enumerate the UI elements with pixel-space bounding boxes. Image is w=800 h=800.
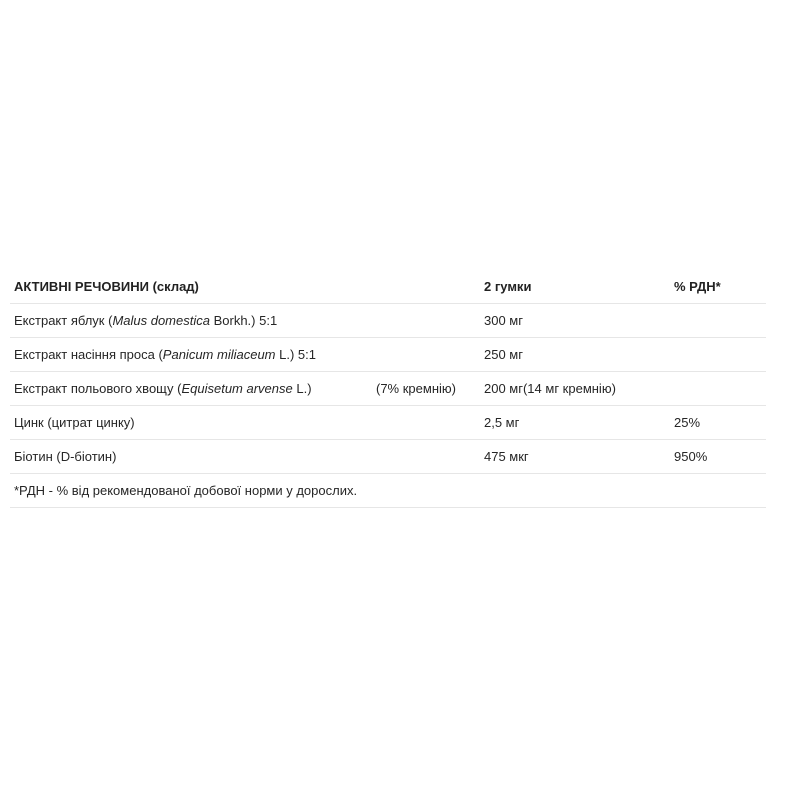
ingredient-dose: 250 мг	[484, 347, 523, 362]
header-substance: АКТИВНІ РЕЧОВИНИ (склад)	[14, 279, 199, 294]
ingredient-rdn: 25%	[674, 415, 701, 430]
table-row	[10, 406, 766, 440]
ingredient-name-text: Екстракт яблук (	[14, 313, 113, 328]
ingredient-extra: (7% кремнію)	[376, 381, 456, 396]
ingredient-name	[14, 372, 312, 405]
table-row	[10, 304, 766, 338]
table-header-row	[10, 270, 766, 304]
ingredient-name	[14, 338, 316, 371]
ingredients-table	[10, 270, 766, 508]
ingredient-name-suffix: Borkh.) 5:1	[209, 313, 278, 328]
ingredient-name-text: Екстракт насіння проса (	[14, 347, 163, 362]
ingredient-name-suffix: L.)	[292, 381, 312, 396]
header-dose: 2 гумки	[484, 279, 532, 294]
ingredient-dose: 475 мкг	[484, 449, 529, 464]
footnote-row	[10, 474, 766, 508]
ingredient-name: Біотин (D-біотин)	[14, 449, 117, 464]
ingredient-dose: 300 мг	[484, 313, 523, 328]
ingredient-latin-name: Malus domestica	[112, 313, 210, 328]
ingredient-name	[14, 304, 277, 337]
ingredient-dose: 200 мг(14 мг кремнію)	[484, 381, 616, 396]
header-rdn: % РДН*	[674, 279, 721, 294]
ingredient-rdn: 950%	[674, 449, 708, 464]
ingredient-latin-name: Equisetum arvense	[181, 381, 293, 396]
ingredient-latin-name: Panicum miliaceum	[162, 347, 276, 362]
ingredient-dose: 2,5 мг	[484, 415, 520, 430]
footnote: *РДН - % від рекомендованої добової норми у дорослих.	[14, 483, 358, 498]
table-row	[10, 372, 766, 406]
table-row	[10, 440, 766, 474]
ingredient-name: Цинк (цитрат цинку)	[14, 415, 135, 430]
ingredient-name-text: Екстракт польового хвощу (	[14, 381, 182, 396]
table-row	[10, 338, 766, 372]
ingredient-name-suffix: L.) 5:1	[275, 347, 316, 362]
